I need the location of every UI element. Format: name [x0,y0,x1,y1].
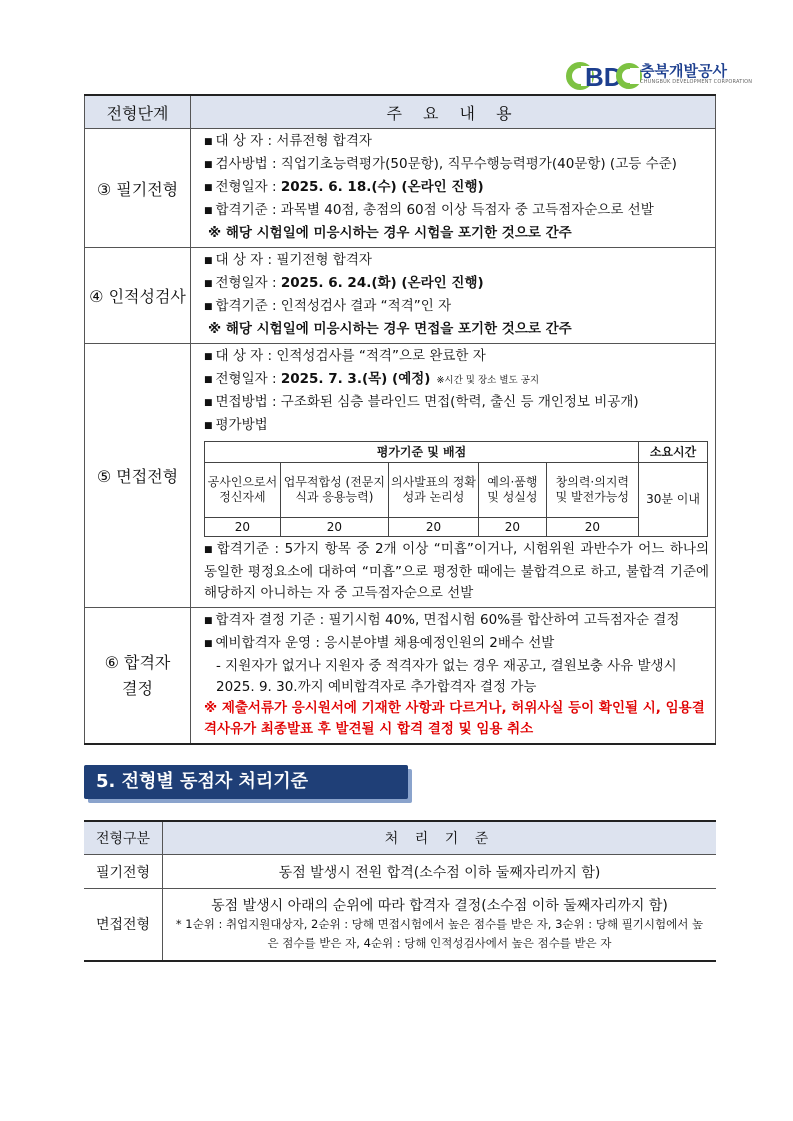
aptitude-note: ※ 해당 시험일에 미응시하는 경우 면접을 포기한 것으로 간주 [208,321,572,337]
eval-score: 20 [388,518,478,537]
decision-criteria: ■ 합격자 결정 기준 : 필기시험 40%, 면접시험 60%를 합산하여 고득점자순 결정 [204,610,709,633]
eval-criterion: 예의·품행 및 성실성 [479,463,547,518]
tie-header-stage: 전형구분 [84,821,163,855]
eval-criteria-header: 평가기준 및 배점 [205,442,639,463]
decision-reserve-detail: - 지원자가 없거나 지원자 중 적격자가 없는 경우 재공고, 결원보충 사유 발생시 2025. 9. 30.까지 예비합격자로 추가합격자 결정 가능 [216,658,677,695]
tie-breaker-table [84,820,716,962]
eval-time-header: 소요시간 [639,442,708,463]
eval-criterion: 업무적합성 (전문지식과 응용능력) [280,463,388,518]
stage-written: ③ 필기전형 [85,129,191,248]
tie-rule-written: 동점 발생시 전원 합격(소수점 이하 둘째자리까지 함) [163,855,717,889]
selection-stage-table [84,94,716,745]
tie-rule-interview: 동점 발생시 아래의 순위에 따라 합격자 결정(소수점 이하 둘째자리까지 함) * 1순위 : 취업지원대상자, 2순위 : 당해 면접시험에서 높은 점수를 받은 자, 3순위 : 당해 필기시험에서 높은 점수를 받은 자, 4순위 : 당해 인적성검사에서 높은 점수를 받은 자 [163,889,717,961]
written-pass: ■ 합격기준 : 과목별 40점, 총점의 60점 이상 득점자 중 고득점자순으로 선발 [204,200,709,223]
eval-score: 20 [546,518,638,537]
tie-stage-written: 필기전형 [84,855,163,889]
interview-pass: ■ 합격기준 : 5가지 항목 중 2개 이상 “미흡”이거나, 시험위원 과반수가 어느 하나의 동일한 평정요소에 대하여 “미흡”으로 평정한 때에는 불합격으로 하고, 불합격 기준에 해당하지 아니하는 자 중 고득점자순으로 선발 [204,539,709,604]
written-date: ■ 전형일자 : 2025. 6. 18.(수) (온라인 진행) [204,177,709,200]
tie-rule-interview-detail: * 1순위 : 취업지원대상자, 2순위 : 당해 면접시험에서 높은 점수를 받은 자, 3순위 : 당해 필기시험에서 높은 점수를 받은 자, 4순위 : 당해 인적성검사에서 높은 점수를 받은 자 [175,917,704,951]
eval-time: 30분 이내 [639,463,708,537]
interview-eval-label: ■ 평가방법 [204,415,709,438]
written-method: ■ 검사방법 : 직업기초능력평가(50문항), 직무수행능력평가(40문항) (고등 수준) [204,154,709,177]
stage-decision: ⑥ 합격자 결정 [85,608,191,745]
eval-score: 20 [479,518,547,537]
aptitude-content [191,248,716,344]
aptitude-pass: ■ 합격기준 : 인적성검사 결과 “적격”인 자 [204,296,709,319]
logo-name: 충북개발공사 [640,62,727,80]
tie-header-rule: 처 리 기 준 [163,821,717,855]
aptitude-target: ■ 대 상 자 : 필기전형 합격자 [204,250,709,273]
stage-interview: ⑤ 면접전형 [85,344,191,608]
aptitude-date: ■ 전형일자 : 2025. 6. 24.(화) (온라인 진행) [204,273,709,296]
written-note: ※ 해당 시험일에 미응시하는 경우 시험을 포기한 것으로 간주 [208,225,572,241]
decision-reserve: ■ 예비합격자 운영 : 응시분야별 채용예정인원의 2배수 선발 [204,633,709,656]
eval-score: 20 [280,518,388,537]
stage-aptitude: ④ 인적성검사 [85,248,191,344]
written-target: ■ 대 상 자 : 서류전형 합격자 [204,131,709,154]
written-content [191,129,716,248]
interview-date: ■ 전형일자 : 2025. 7. 3.(목) (예정) ※시간 및 장소 별도 공지 [204,369,709,392]
eval-criterion: 창의력·의지력 및 발전가능성 [546,463,638,518]
eval-criterion: 의사발표의 정확성과 논리성 [388,463,478,518]
tie-stage-interview: 면접전형 [84,889,163,961]
interview-method: ■ 면접방법 : 구조화된 심층 블라인드 면접(학력, 출신 등 개인정보 비공개) [204,392,709,415]
decision-warning: ※ 제출서류가 응시원서에 기재한 사항과 다르거나, 허위사실 등이 확인될 시, 임용결격사유가 최종발표 후 발견될 시 합격 결정 및 임용 취소 [204,700,705,737]
eval-score: 20 [205,518,281,537]
eval-criterion: 공사인으로서 정신자세 [205,463,281,518]
interview-target: ■ 대 상 자 : 인적성검사를 “적격”으로 완료한 자 [204,346,709,369]
interview-content [191,344,716,608]
svg-text:BD: BD [585,62,623,92]
header-stage: 전형단계 [85,95,191,129]
section-title: 5. 전형별 동점자 처리기준 [84,765,408,799]
logo-subtitle: CHUNGBUK DEVELOPMENT CORPORATION [640,79,753,85]
header-content: 주 요 내 용 [191,95,716,129]
evaluation-table [204,441,708,537]
decision-content [191,608,716,745]
